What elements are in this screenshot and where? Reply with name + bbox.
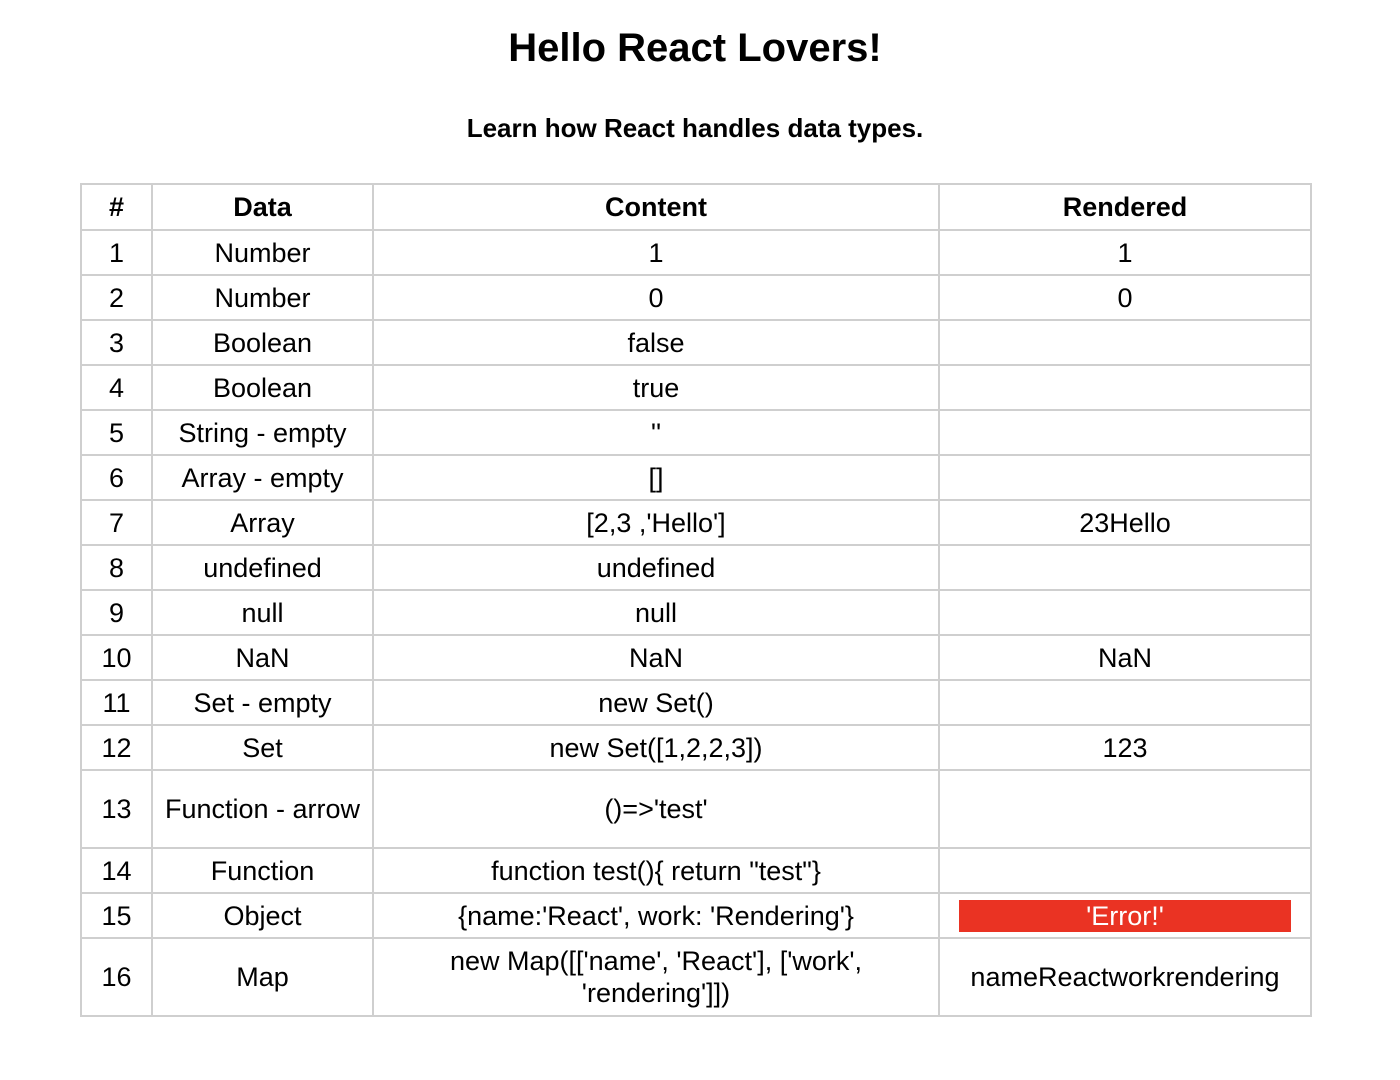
row-rendered [939,893,1311,938]
column-header-content: Content [373,184,939,230]
row-data-type: Array [152,500,373,545]
row-content: NaN [373,635,939,680]
row-data-type: NaN [152,635,373,680]
table-row [81,938,1311,1016]
row-content: false [373,320,939,365]
row-number: 12 [81,725,152,770]
row-data-type: Object [152,893,373,938]
table-row [81,893,1311,938]
row-number: 16 [81,938,152,1016]
table-row [81,320,1311,365]
table-row [81,635,1311,680]
row-data-type: Number [152,275,373,320]
column-header-rendered: Rendered [939,184,1311,230]
row-number: 13 [81,770,152,848]
table-row [81,770,1311,848]
row-data-type: undefined [152,545,373,590]
row-rendered: NaN [939,635,1311,680]
row-content: new Map([['name', 'React'], ['work', 'rendering']]) [373,938,939,1016]
row-rendered [939,545,1311,590]
row-number: 15 [81,893,152,938]
row-data-type: Function - arrow [152,770,373,848]
row-data-type: Set [152,725,373,770]
row-number: 10 [81,635,152,680]
row-number: 4 [81,365,152,410]
row-content: [] [373,455,939,500]
column-header-data: Data [152,184,373,230]
row-content: 0 [373,275,939,320]
row-rendered [939,365,1311,410]
row-data-type: Number [152,230,373,275]
row-content: new Set() [373,680,939,725]
row-data-type: Set - empty [152,680,373,725]
row-rendered [939,590,1311,635]
row-rendered: 0 [939,275,1311,320]
row-content: new Set([1,2,2,3]) [373,725,939,770]
row-rendered: 123 [939,725,1311,770]
row-content: ()=>'test' [373,770,939,848]
table-row [81,410,1311,455]
row-data-type: String - empty [152,410,373,455]
row-rendered [939,320,1311,365]
row-number: 11 [81,680,152,725]
row-data-type: Function [152,848,373,893]
row-content: null [373,590,939,635]
table-row [81,230,1311,275]
table-row [81,848,1311,893]
table-row [81,275,1311,320]
row-rendered: 1 [939,230,1311,275]
row-rendered [939,770,1311,848]
row-data-type: Boolean [152,365,373,410]
row-content: {name:'React', work: 'Rendering'} [373,893,939,938]
column-header-number: # [81,184,152,230]
data-types-table [80,183,1312,1017]
page-title: Hello React Lovers! [508,26,882,70]
error-badge: 'Error!' [959,900,1291,932]
row-content: [2,3 ,'Hello'] [373,500,939,545]
row-content: function test(){ return "test"} [373,848,939,893]
row-data-type: Map [152,938,373,1016]
table-row [81,680,1311,725]
row-data-type: null [152,590,373,635]
row-rendered [939,848,1311,893]
row-rendered [939,680,1311,725]
row-number: 9 [81,590,152,635]
table-row [81,500,1311,545]
row-rendered [939,455,1311,500]
row-rendered: 23Hello [939,500,1311,545]
table-row [81,365,1311,410]
row-rendered: nameReactworkrendering [939,938,1311,1016]
row-number: 3 [81,320,152,365]
row-content: true [373,365,939,410]
row-content: '' [373,410,939,455]
row-number: 2 [81,275,152,320]
row-number: 6 [81,455,152,500]
row-rendered [939,410,1311,455]
row-number: 7 [81,500,152,545]
row-content: 1 [373,230,939,275]
row-number: 1 [81,230,152,275]
table-row [81,545,1311,590]
table-row [81,725,1311,770]
row-data-type: Boolean [152,320,373,365]
table-row [81,455,1311,500]
page-subtitle: Learn how React handles data types. [466,113,924,143]
table-row [81,590,1311,635]
row-number: 14 [81,848,152,893]
row-number: 5 [81,410,152,455]
row-content: undefined [373,545,939,590]
row-number: 8 [81,545,152,590]
row-data-type: Array - empty [152,455,373,500]
table-header-row [81,184,1311,230]
